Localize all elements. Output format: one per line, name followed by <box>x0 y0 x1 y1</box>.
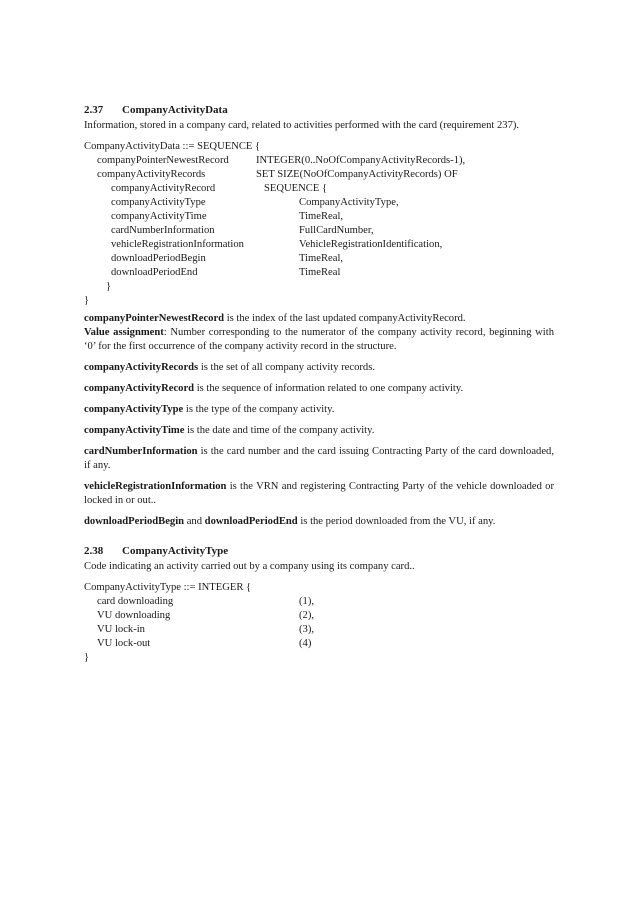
def-text: is the index of the last updated companyActivityRecord. <box>224 313 466 324</box>
definition-cardNumberInformation <box>84 445 554 473</box>
enum-value <box>84 637 554 651</box>
subfield-type: TimeReal, <box>299 211 344 222</box>
subfield-name: downloadPeriodEnd <box>111 267 198 278</box>
enum-code: (1), <box>299 596 315 607</box>
section-heading-2-38 <box>84 544 554 558</box>
def-term: downloadPeriodBegin <box>84 516 185 527</box>
def-term: cardNumberInformation <box>84 446 198 457</box>
subfield-type: CompanyActivityType, <box>299 197 399 208</box>
subfield-name: vehicleRegistrationInformation <box>111 239 244 250</box>
def-text: is the set of all company activity records. <box>198 362 375 373</box>
def-text: is the period downloaded from the VU, if any. <box>297 516 496 527</box>
asn-definition-company-activity-data <box>84 140 554 308</box>
document-page <box>84 103 554 665</box>
def-text: is the type of the company activity. <box>183 404 335 415</box>
def-text: and <box>184 516 205 527</box>
def-text: : Number corresponding to the numerator of the company activity record, beginning with ‘0’ for the first occurrence of the company activity record in the structure. <box>84 327 554 352</box>
def-text: is the sequence of information related to one company activity. <box>194 383 464 394</box>
enum-name: VU lock-out <box>97 638 151 649</box>
definition-vehicleRegistrationInformation <box>84 480 554 508</box>
asn-record <box>84 182 554 196</box>
asn-field <box>84 154 554 168</box>
definition-companyPointerNewestRecord <box>84 312 554 354</box>
asn-field <box>84 168 554 182</box>
enum-value <box>84 609 554 623</box>
asn-subfield <box>84 238 554 252</box>
section-number: 2.38 <box>84 545 104 557</box>
record-name: companyActivityRecord <box>111 183 216 194</box>
closing-brace: } <box>84 652 90 663</box>
definition-downloadPeriod <box>84 515 554 529</box>
asn-header: CompanyActivityType ::= INTEGER { <box>84 582 252 593</box>
asn-subfield <box>84 266 554 280</box>
enum-value <box>84 623 554 637</box>
definition-companyActivityRecord <box>84 382 554 396</box>
subfield-name: companyActivityType <box>111 197 206 208</box>
definition-companyActivityRecords <box>84 361 554 375</box>
asn-subfield <box>84 210 554 224</box>
subfield-type: TimeReal, <box>299 253 344 264</box>
section-intro: Information, stored in a company card, related to activities performed with the card (requirement 237). <box>84 120 520 131</box>
subfield-name: downloadPeriodBegin <box>111 253 206 264</box>
asn-definition-company-activity-type <box>84 581 554 665</box>
asn-subfield <box>84 252 554 266</box>
asn-subfield <box>84 196 554 210</box>
field-type: SET SIZE(NoOfCompanyActivityRecords) OF <box>256 169 458 180</box>
asn-header: CompanyActivityData ::= SEQUENCE { <box>84 141 261 152</box>
enum-code: (2), <box>299 610 315 621</box>
field-name: companyActivityRecords <box>97 169 206 180</box>
enum-code: (4) <box>299 638 312 649</box>
subfield-name: cardNumberInformation <box>111 225 215 236</box>
def-term: companyActivityRecord <box>84 383 195 394</box>
asn-subfield <box>84 224 554 238</box>
section-intro: Code indicating an activity carried out by a company using its company card.. <box>84 561 415 572</box>
enum-name: card downloading <box>97 596 174 607</box>
field-name: companyPointerNewestRecord <box>97 155 229 166</box>
subfield-type: FullCardNumber, <box>299 225 374 236</box>
def-term: companyActivityRecords <box>84 362 199 373</box>
enum-code: (3), <box>299 624 315 635</box>
def-term: vehicleRegistrationInformation <box>84 481 227 492</box>
subfield-type: VehicleRegistrationIdentification, <box>299 239 443 250</box>
def-term: Value assignment <box>84 327 164 338</box>
definition-companyActivityType <box>84 403 554 417</box>
outer-closing-brace: } <box>84 295 90 306</box>
subfield-name: companyActivityTime <box>111 211 207 222</box>
def-term: companyPointerNewestRecord <box>84 313 225 324</box>
field-type: INTEGER(0..NoOfCompanyActivityRecords-1), <box>256 155 466 166</box>
def-text: is the date and time of the company activity. <box>184 425 375 436</box>
inner-closing-brace: } <box>106 281 112 292</box>
def-term: companyActivityType <box>84 404 184 415</box>
def-term: downloadPeriodEnd <box>204 516 298 527</box>
subfield-type: TimeReal <box>299 267 341 278</box>
enum-value <box>84 595 554 609</box>
section-title: CompanyActivityData <box>122 104 228 116</box>
def-text: is the card number and the card issuing Contracting Party of the card downloaded, if any. <box>84 446 554 471</box>
section-heading-2-37 <box>84 103 554 117</box>
definition-companyActivityTime <box>84 424 554 438</box>
section-title: CompanyActivityType <box>122 545 229 557</box>
record-type: SEQUENCE { <box>264 183 328 194</box>
enum-name: VU lock-in <box>97 624 145 635</box>
def-term: companyActivityTime <box>84 425 185 436</box>
def-text: is the VRN and registering Contracting Party of the vehicle downloaded or locked in or out.. <box>84 481 554 506</box>
enum-name: VU downloading <box>97 610 171 621</box>
section-number: 2.37 <box>84 104 104 116</box>
